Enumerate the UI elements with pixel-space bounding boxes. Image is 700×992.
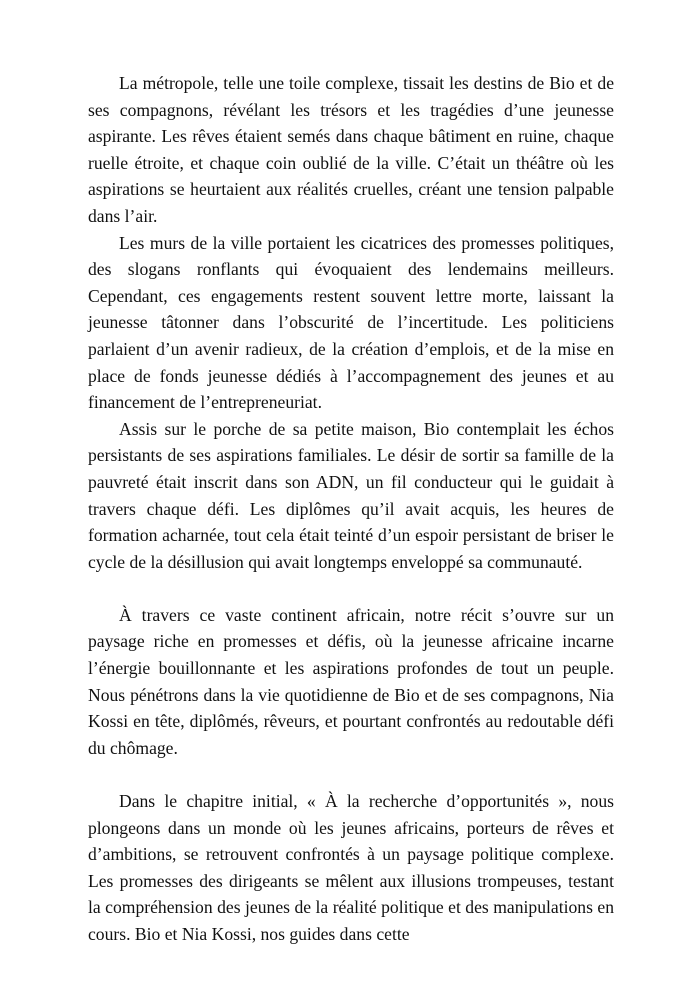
paragraph-porche: Assis sur le porche de sa petite maison, Bio contemplait les échos persistants de ses aspirations familiales. Le désir de sortir sa famille de la pauvreté était inscrit dans son ADN, un fil conducteur qui le guidait à travers chaque défi. Les diplômes qu’il avait acquis, les heures de formation acharnée, tout cela était teinté d’un espoir persistant de briser le cycle de la désillusion qui avait longtemps enveloppé sa communauté. bbox=[88, 418, 614, 572]
paragraph-continent-africain: À travers ce vaste continent africain, notre récit s’ouvre sur un paysage riche en promesses et défis, où la jeunesse africaine incarne l’énergie bouillonnante et les aspirations profondes de tout un peuple. Nous pénétrons dans la vie quotidienne de Bio et de ses compagnons, Nia Kossi en tête, diplômés, rêveurs, et pourtant confrontés au redoutable défi du chômage. bbox=[88, 604, 614, 758]
document-page bbox=[88, 70, 614, 948]
paragraph-metropole: La métropole, telle une toile complexe, tissait les destins de Bio et de ses compagnons, révélant les trésors et les tragédies d’une jeunesse aspirante. Les rêves étaient semés dans chaque bâtiment en ruine, chaque ruelle étroite, et chaque coin oublié de la ville. C’était un théâtre où les aspirations se heurtaient aux réalités cruelles, créant une tension palpable dans l’air. bbox=[88, 73, 614, 226]
paragraph-murs-de-la-ville: Les murs de la ville portaient les cicatrices des promesses politiques, des slogans ronflants qui évoquaient des lendemains meilleurs. Cependant, ces engagements restent souvent lettre morte, laissant la jeunesse tâtonner dans l’obscurité de l’incertitude. Les politiciens parlaient d’un avenir radieux, de la création d’emplois, et de la mise en place de fonds jeunesse dédiés à l’accompagnement des jeunes et au financement de l’entrepreneuriat. bbox=[88, 232, 614, 413]
paragraph-chapitre-initial: Dans le chapitre initial, « À la recherche d’opportunités », nous plongeons dans un monde où les jeunes africains, porteurs de rêves et d’ambitions, se retrouvent confrontés à un paysage politique complexe. Les promesses des dirigeants se mêlent aux illusions trompeuses, testant la compréhension des jeunes de la réalité politique et des manipulations en cours. Bio et Nia Kossi, nos guides dans cette bbox=[88, 791, 614, 944]
